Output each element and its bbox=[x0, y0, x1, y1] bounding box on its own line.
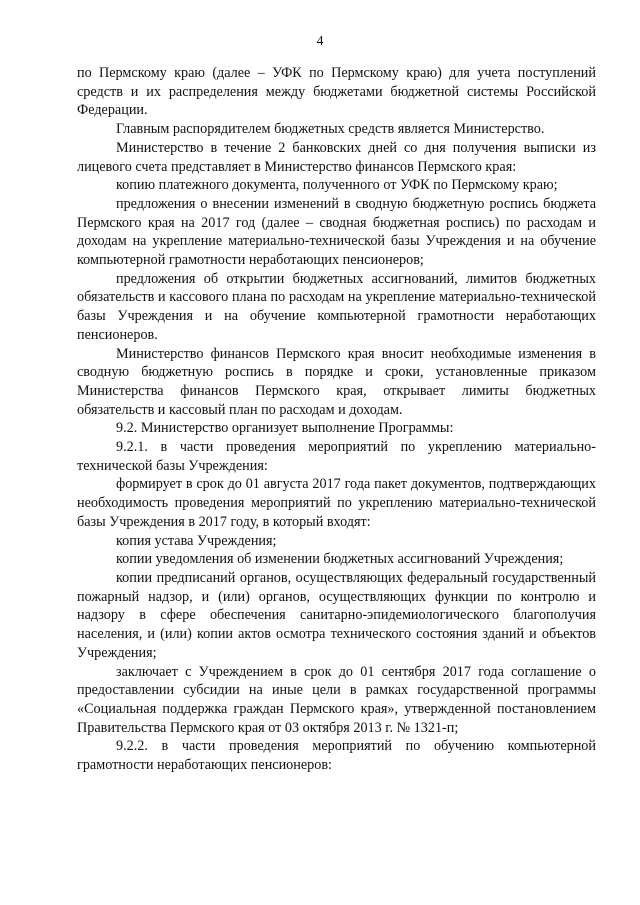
paragraph: копии уведомления об изменении бюджетных ассигнований Учреждения; bbox=[116, 551, 564, 568]
paragraph: 9.2. Министерство организует выполнение Программы: bbox=[116, 420, 454, 437]
paragraph: Министерство финансов Пермского края вносит необходимые изменения в сводную бюджетную роспись в порядке и сроки, установленные приказом Министерства финансов Пермского края, открывает лимиты бюджетных обязательств и кассовый план по расходам и доходам. bbox=[77, 345, 596, 418]
paragraph: 9.2.2. в части проведения мероприятий по обучению компьютерной грамотности неработающих пенсионеров: bbox=[77, 738, 596, 774]
paragraph: 9.2.1. в части проведения мероприятий по укреплению материально-технической базы Учреждения: bbox=[77, 439, 596, 474]
paragraph: копии предписаний органов, осуществляющих федеральный государственный пожарный надзор, и (или) органов, осуществляющих функции по контролю и надзору в сфере обеспечения санитарно-эпидемиологического благополучия населения, и (или) копии актов осмотра технического состояния зданий и объектов Учреждения; bbox=[77, 569, 596, 661]
page-number: 4 bbox=[316, 34, 324, 49]
paragraph: предложения о внесении изменений в сводную бюджетную роспись бюджета Пермского края на 2017 год (далее – сводная бюджетная роспись) по расходам и доходам на укрепление материально-технической базы Учреждения и на обучение компьютерной грамотности неработающих пенсионеров; bbox=[77, 195, 596, 269]
body-text bbox=[77, 64, 596, 775]
paragraph: по Пермскому краю (далее – УФК по Пермскому краю) для учета поступлений средств и их распределения между бюджетами бюджетной системы Российской Федерации. bbox=[77, 65, 596, 119]
paragraph: заключает с Учреждением в срок до 01 сентября 2017 года соглашение о предоставлении субсидии на иные цели в рамках государственной программы «Социальная поддержка граждан Пермского края», утвержденной постановлением Правительства Пермского края от 03 октября 2013 г. № 1321-п; bbox=[77, 663, 596, 736]
paragraph: копию платежного документа, полученного от УФК по Пермскому краю; bbox=[116, 177, 558, 194]
paragraph: формирует в срок до 01 августа 2017 года пакет документов, подтверждающих необходимость проведения мероприятий по укреплению материально-технической базы Учреждения в 2017 году, в который входят: bbox=[77, 476, 596, 530]
paragraph: Министерство в течение 2 банковских дней со дня получения выписки из лицевого счета представляет в Министерство финансов Пермского края: bbox=[77, 139, 596, 175]
paragraph: Главным распорядителем бюджетных средств является Министерство. bbox=[116, 121, 545, 138]
paragraph: предложения об открытии бюджетных ассигнований, лимитов бюджетных обязательств и кассового плана по расходам на укрепление материально-технической базы Учреждения и на обучение компьютерной грамотности неработающих пенсионеров. bbox=[77, 270, 596, 343]
paragraph: копия устава Учреждения; bbox=[116, 532, 277, 549]
